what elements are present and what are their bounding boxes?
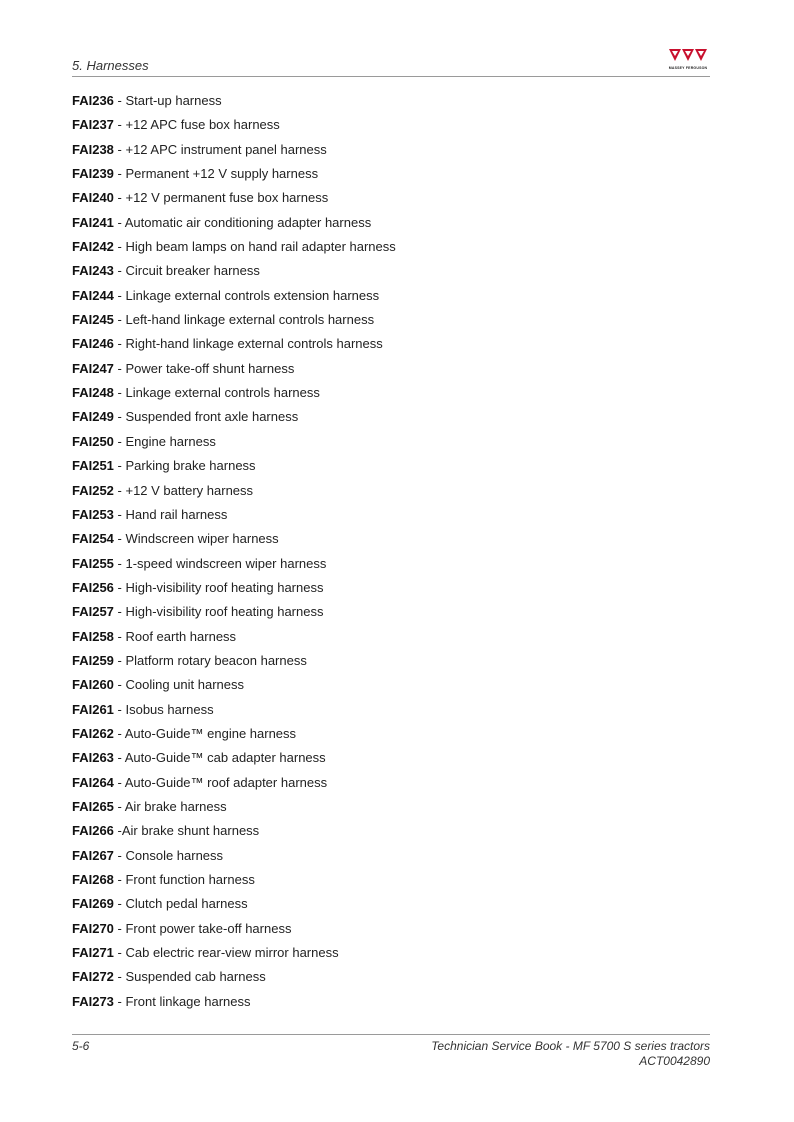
separator: - bbox=[113, 847, 126, 863]
list-item bbox=[72, 992, 712, 1016]
separator: - bbox=[113, 312, 126, 328]
harness-description: Linkage external controls extension harness bbox=[125, 287, 380, 303]
separator: - bbox=[113, 798, 125, 814]
harness-code: FAI272 bbox=[72, 969, 114, 985]
list-item bbox=[72, 359, 712, 383]
harness-code: FAI270 bbox=[72, 920, 114, 936]
harness-description: Air brake harness bbox=[124, 798, 227, 814]
list-item bbox=[72, 505, 712, 529]
harness-description: Front function harness bbox=[125, 872, 255, 887]
separator: - bbox=[113, 920, 126, 936]
list-item bbox=[72, 213, 712, 237]
harness-description: Front linkage harness bbox=[125, 993, 251, 1009]
harness-code: FAI239 bbox=[72, 166, 114, 182]
separator: - bbox=[113, 872, 126, 887]
section-title: 5. Harnesses bbox=[72, 58, 149, 73]
list-item bbox=[72, 188, 712, 212]
list-item bbox=[72, 602, 712, 626]
separator: - bbox=[113, 506, 126, 522]
harness-code: FAI248 bbox=[72, 385, 114, 401]
harness-code: FAI252 bbox=[72, 482, 114, 498]
harness-description: 1-speed windscreen wiper harness bbox=[125, 555, 327, 571]
harness-description: +12 APC instrument panel harness bbox=[125, 141, 327, 157]
separator: - bbox=[113, 531, 126, 547]
list-item bbox=[72, 334, 712, 358]
list-item bbox=[72, 456, 712, 480]
list-item bbox=[72, 286, 712, 310]
list-item bbox=[72, 91, 712, 115]
massey-ferguson-logo bbox=[666, 47, 710, 73]
harness-description: Clutch pedal harness bbox=[125, 896, 248, 912]
harness-code: FAI250 bbox=[72, 433, 114, 449]
list-item bbox=[72, 675, 712, 699]
harness-description: Power take-off shunt harness bbox=[125, 360, 295, 376]
harness-code: FAI262 bbox=[72, 725, 114, 741]
list-item bbox=[72, 846, 712, 870]
harness-code: FAI264 bbox=[72, 774, 114, 790]
separator: - bbox=[113, 677, 126, 693]
separator: - bbox=[113, 482, 126, 498]
harness-description: Platform rotary beacon harness bbox=[125, 652, 307, 668]
harness-code: FAI236 bbox=[72, 93, 114, 108]
list-item bbox=[72, 821, 712, 845]
separator: - bbox=[113, 896, 126, 912]
separator: - bbox=[113, 458, 126, 474]
harness-code: FAI267 bbox=[72, 847, 114, 863]
separator: - bbox=[113, 725, 125, 741]
harness-description: Front power take-off harness bbox=[125, 920, 292, 936]
harness-code: FAI258 bbox=[72, 628, 114, 644]
list-item bbox=[72, 261, 712, 285]
harness-code: FAI253 bbox=[72, 506, 114, 522]
list-item bbox=[72, 554, 712, 578]
separator: - bbox=[113, 579, 126, 595]
list-item bbox=[72, 748, 712, 772]
separator: - bbox=[113, 141, 126, 157]
harness-code: FAI273 bbox=[72, 993, 114, 1009]
separator: - bbox=[113, 360, 126, 376]
list-item bbox=[72, 724, 712, 748]
separator: - bbox=[113, 750, 125, 766]
harness-description: High-visibility roof heating harness bbox=[125, 604, 324, 620]
harness-code: FAI237 bbox=[72, 117, 114, 133]
harness-description: Cooling unit harness bbox=[125, 677, 245, 693]
list-item bbox=[72, 115, 712, 139]
list-item bbox=[72, 481, 712, 505]
list-item bbox=[72, 383, 712, 407]
list-item bbox=[72, 627, 712, 651]
harness-code: FAI260 bbox=[72, 677, 114, 693]
separator: - bbox=[113, 628, 126, 644]
separator: - bbox=[113, 263, 126, 279]
list-item bbox=[72, 140, 712, 164]
separator: - bbox=[113, 385, 126, 401]
list-item bbox=[72, 797, 712, 821]
separator: - bbox=[113, 336, 126, 352]
harness-code: FAI238 bbox=[72, 141, 114, 157]
list-item bbox=[72, 919, 712, 943]
harness-description: Right-hand linkage external controls harness bbox=[125, 336, 383, 352]
triple-triangle-logo-icon bbox=[666, 47, 710, 67]
separator: - bbox=[113, 652, 126, 668]
harness-code: FAI265 bbox=[72, 798, 114, 814]
list-item bbox=[72, 407, 712, 431]
list-item bbox=[72, 700, 712, 724]
separator: - bbox=[113, 823, 122, 839]
harness-code: FAI240 bbox=[72, 190, 114, 206]
list-item bbox=[72, 432, 712, 456]
harness-description: Suspended cab harness bbox=[125, 969, 266, 985]
harness-code: FAI247 bbox=[72, 360, 114, 376]
harness-description: Auto-Guide™ cab adapter harness bbox=[124, 750, 326, 766]
harness-code: FAI269 bbox=[72, 896, 114, 912]
harness-list bbox=[72, 91, 712, 1016]
harness-description: Roof earth harness bbox=[125, 628, 237, 644]
harness-code: FAI268 bbox=[72, 872, 114, 887]
harness-code: FAI254 bbox=[72, 531, 114, 547]
list-item bbox=[72, 967, 712, 991]
document-reference: ACT0042890 bbox=[639, 1054, 710, 1068]
separator: - bbox=[113, 190, 126, 206]
harness-description: Left-hand linkage external controls harness bbox=[125, 312, 375, 328]
harness-code: FAI261 bbox=[72, 701, 114, 717]
harness-code: FAI246 bbox=[72, 336, 114, 352]
separator: - bbox=[113, 945, 126, 961]
harness-description: +12 APC fuse box harness bbox=[125, 117, 280, 133]
harness-description: Automatic air conditioning adapter harness bbox=[124, 214, 372, 230]
logo-wordmark: MASSEY FERGUSON bbox=[668, 66, 708, 70]
separator: - bbox=[113, 433, 126, 449]
page-footer bbox=[72, 1034, 710, 1075]
harness-code: FAI271 bbox=[72, 945, 114, 961]
harness-description: Cab electric rear-view mirror harness bbox=[125, 945, 339, 961]
separator: - bbox=[113, 287, 126, 303]
harness-description: Circuit breaker harness bbox=[125, 263, 260, 279]
separator: - bbox=[113, 93, 126, 108]
list-item bbox=[72, 237, 712, 261]
separator: - bbox=[113, 409, 126, 425]
harness-description: High-visibility roof heating harness bbox=[125, 579, 324, 595]
harness-description: High beam lamps on hand rail adapter harness bbox=[125, 239, 396, 255]
harness-code: FAI243 bbox=[72, 263, 114, 279]
harness-code: FAI251 bbox=[72, 458, 114, 474]
harness-description: Suspended front axle harness bbox=[125, 409, 299, 425]
separator: - bbox=[113, 701, 126, 717]
harness-description: Air brake shunt harness bbox=[121, 823, 260, 839]
harness-description: Console harness bbox=[125, 847, 224, 863]
harness-description: Hand rail harness bbox=[125, 506, 228, 522]
harness-code: FAI266 bbox=[72, 823, 114, 839]
harness-description: +12 V permanent fuse box harness bbox=[125, 190, 329, 206]
harness-description: Start-up harness bbox=[125, 93, 222, 108]
harness-code: FAI242 bbox=[72, 239, 114, 255]
harness-description: Windscreen wiper harness bbox=[125, 531, 279, 547]
harness-code: FAI259 bbox=[72, 652, 114, 668]
list-item bbox=[72, 943, 712, 967]
list-item bbox=[72, 164, 712, 188]
harness-description: Auto-Guide™ roof adapter harness bbox=[124, 774, 328, 790]
list-item bbox=[72, 529, 712, 553]
list-item bbox=[72, 651, 712, 675]
harness-description: Linkage external controls harness bbox=[125, 385, 320, 401]
list-item bbox=[72, 870, 712, 894]
harness-description: +12 V battery harness bbox=[125, 482, 254, 498]
harness-description: Permanent +12 V supply harness bbox=[125, 166, 319, 182]
separator: - bbox=[113, 166, 126, 182]
harness-code: FAI257 bbox=[72, 604, 114, 620]
harness-description: Parking brake harness bbox=[125, 458, 256, 474]
list-item bbox=[72, 894, 712, 918]
separator: - bbox=[113, 239, 126, 255]
book-title: Technician Service Book - MF 5700 S series tractors bbox=[431, 1039, 710, 1053]
footer-reference bbox=[431, 1039, 710, 1069]
harness-code: FAI256 bbox=[72, 579, 114, 595]
harness-code: FAI249 bbox=[72, 409, 114, 425]
harness-code: FAI263 bbox=[72, 750, 114, 766]
harness-description: Auto-Guide™ engine harness bbox=[124, 725, 297, 741]
list-item bbox=[72, 578, 712, 602]
harness-description: Isobus harness bbox=[125, 701, 214, 717]
harness-code: FAI241 bbox=[72, 214, 114, 230]
list-item bbox=[72, 310, 712, 334]
list-item bbox=[72, 773, 712, 797]
page-number: 5-6 bbox=[72, 1039, 90, 1053]
separator: - bbox=[113, 993, 126, 1009]
separator: - bbox=[113, 214, 125, 230]
separator: - bbox=[113, 774, 125, 790]
separator: - bbox=[113, 555, 126, 571]
harness-code: FAI244 bbox=[72, 287, 114, 303]
separator: - bbox=[113, 969, 126, 985]
page-header bbox=[72, 56, 710, 77]
harness-code: FAI255 bbox=[72, 555, 114, 571]
harness-code: FAI245 bbox=[72, 312, 114, 328]
separator: - bbox=[113, 604, 126, 620]
separator: - bbox=[113, 117, 126, 133]
harness-description: Engine harness bbox=[125, 433, 216, 449]
